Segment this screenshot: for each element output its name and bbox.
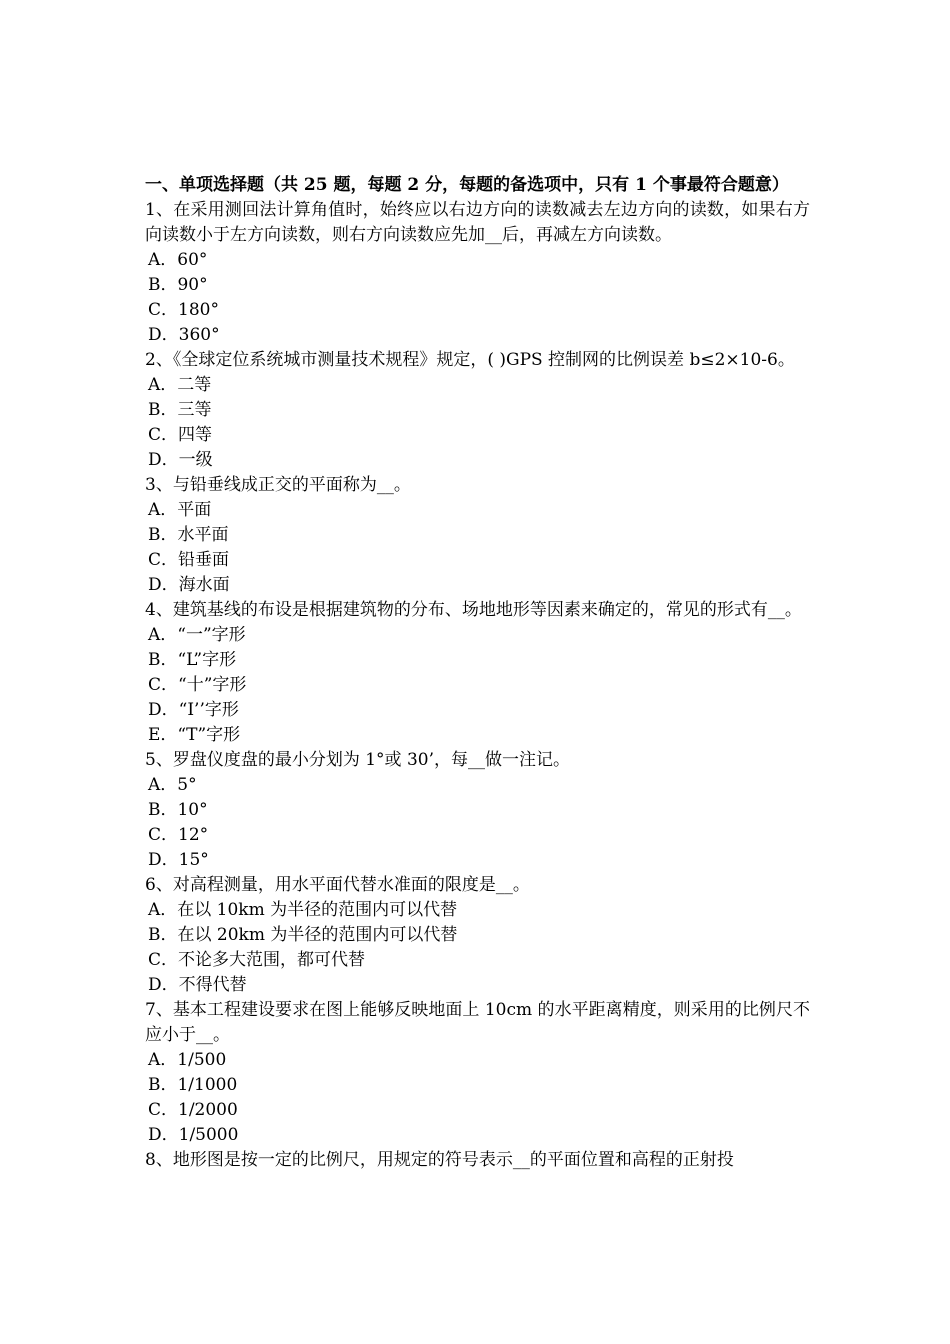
question-2	[145, 348, 810, 473]
question-text: 4、建筑基线的布设是根据建筑物的分布、场地地形等因素来确定的，常见的形式有__。	[145, 600, 802, 620]
option-d: D．“I’’字形	[148, 700, 239, 720]
option-a: A．1/500	[148, 1050, 227, 1070]
question-text: 3、与铅垂线成正交的平面称为__。	[145, 475, 411, 495]
option-d: D．1/5000	[148, 1125, 239, 1145]
option-a: A．二等	[148, 375, 212, 395]
option-a: A．在以 10km 为半径的范围内可以代替	[148, 900, 458, 920]
question-8	[145, 1148, 810, 1173]
document-page	[145, 173, 810, 1173]
section-title: 一、单项选择题（共 25 题，每题 2 分，每题的备选项中，只有 1 个事最符合题意）	[145, 175, 789, 195]
question-4	[145, 598, 810, 748]
question-7	[145, 998, 810, 1148]
option-a: A．平面	[148, 500, 212, 520]
option-c: C．四等	[148, 425, 213, 445]
option-a: A．60°	[148, 250, 208, 270]
option-b: B．“L”字形	[148, 650, 237, 670]
option-b: B．90°	[148, 275, 208, 295]
question-text: 2、《全球定位系统城市测量技术规程》规定，( )GPS 控制网的比例误差 b≤2×10-6。	[145, 350, 795, 370]
option-b: B．三等	[148, 400, 212, 420]
option-c: C．12°	[148, 825, 209, 845]
option-c: C．180°	[148, 300, 219, 320]
option-d: D．海水面	[148, 575, 230, 595]
option-b: B．10°	[148, 800, 208, 820]
question-3	[145, 473, 810, 598]
option-e: E．“T”字形	[148, 725, 241, 745]
option-d: D．15°	[148, 850, 209, 870]
option-d: D．360°	[148, 325, 220, 345]
option-b: B．1/1000	[148, 1075, 238, 1095]
option-c: C．铅垂面	[148, 550, 230, 570]
option-c: C．不论多大范围，都可代替	[148, 950, 366, 970]
option-a: A．“一”字形	[148, 625, 246, 645]
option-c: C．1/2000	[148, 1100, 238, 1120]
option-b: B．水平面	[148, 525, 229, 545]
question-6	[145, 873, 810, 998]
option-a: A．5°	[148, 775, 197, 795]
option-b: B．在以 20km 为半径的范围内可以代替	[148, 925, 458, 945]
question-text: 8、地形图是按一定的比例尺，用规定的符号表示__的平面位置和高程的正射投	[145, 1150, 734, 1170]
option-d: D．不得代替	[148, 975, 247, 995]
question-text: 6、对高程测量，用水平面代替水准面的限度是__。	[145, 875, 530, 895]
question-text: 7、基本工程建设要求在图上能够反映地面上 10cm 的水平距离精度，则采用的比例尺不应小于__。	[145, 1000, 810, 1045]
question-text: 5、罗盘仪度盘的最小分划为 1°或 30’，每__做一注记。	[145, 750, 570, 770]
question-text: 1、在采用测回法计算角值时，始终应以右边方向的读数减去左边方向的读数，如果右方向读数小于左方向读数，则右方向读数应先加__后，再减左方向读数。	[145, 200, 810, 245]
question-1	[145, 198, 810, 348]
option-d: D．一级	[148, 450, 213, 470]
option-c: C．“十”字形	[148, 675, 247, 695]
question-5	[145, 748, 810, 873]
